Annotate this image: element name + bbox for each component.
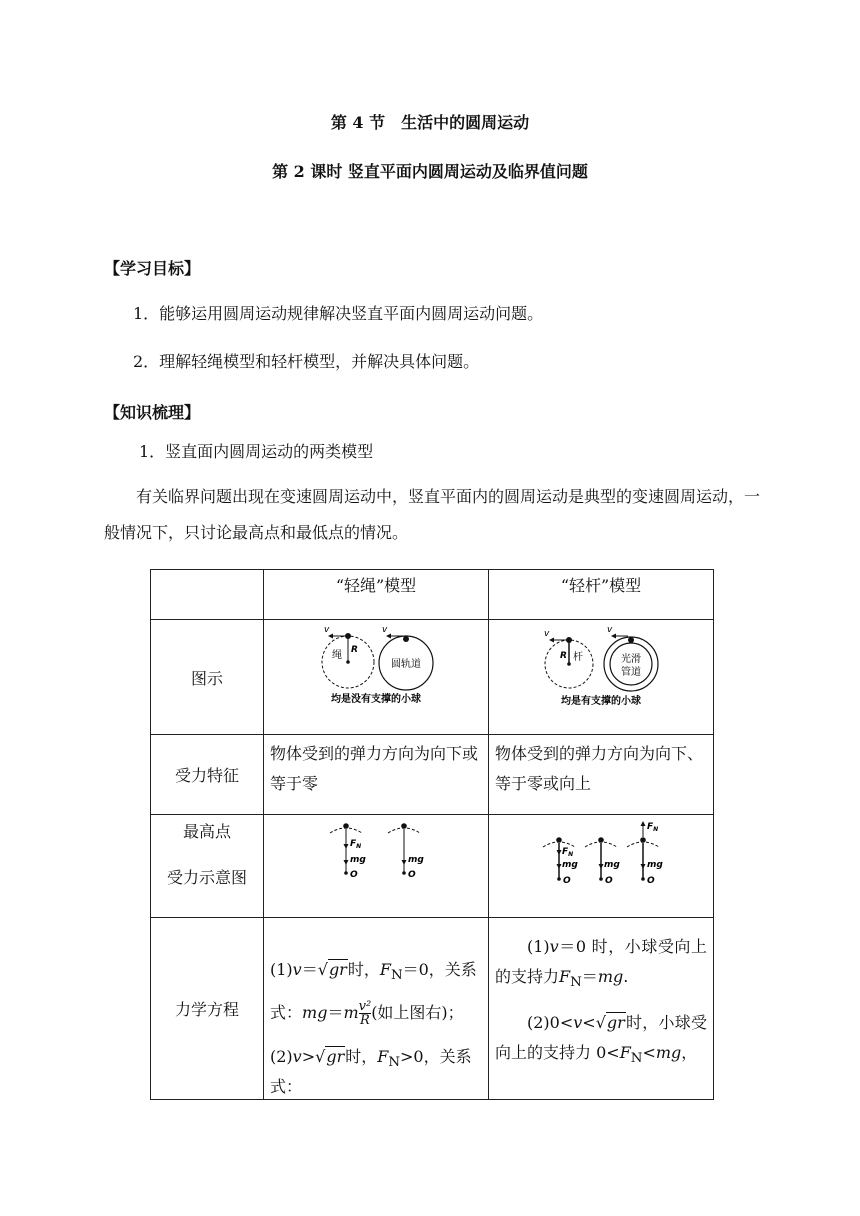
rod-diagram-cell (489, 620, 714, 735)
objective-item: 2．理解轻绳模型和轻杆模型，并解决具体问题。 (133, 352, 480, 371)
rod-top-fn-sub-3: N (653, 826, 659, 833)
rod-eq-fn-sub: N (570, 975, 582, 991)
table-row-top-point (151, 815, 714, 918)
knowledge-intro: 有关临界问题出现在变速圆周运动中，竖直平面内的圆周运动是典型的变速圆周运动，一般情况下，只讨论最高点和最低点的情况。 (104, 487, 761, 542)
rod-ball (566, 637, 572, 643)
table-header-rod: “轻杆”模型 (489, 570, 714, 620)
rod-eq-para-2 (495, 1008, 707, 1074)
rod-eq-v: v (549, 937, 559, 956)
rod-caption: 均是有支撑的小球 (561, 696, 641, 707)
rope-diagram-cell (264, 620, 489, 735)
rope-eq-sqrt: gr (326, 1047, 345, 1067)
objectives-heading: 【学习目标】 (104, 259, 201, 278)
rope-top-fn-arrow (344, 844, 349, 849)
rope-eq-line-1 (270, 958, 482, 988)
rod-top-mg-arrow-2 (599, 864, 604, 869)
rod-top-force-diagram (489, 815, 713, 913)
rope-eq-mg: mg (302, 1003, 328, 1023)
row-label-top-1: 最高点 (182, 822, 231, 841)
rod-eq-text: ＝0 时，小球受向上的支持力 (495, 937, 707, 986)
rod-eq-text: . (623, 967, 629, 986)
rod-top-fn-arrow-down (557, 850, 562, 855)
rod-top-ball-2 (598, 837, 604, 843)
rod-top-o-2 (599, 877, 603, 881)
rope-model-diagram (264, 620, 488, 730)
rope-eq-text: 时， (347, 960, 380, 979)
rod-top-fn-f-3: F (647, 822, 654, 832)
rope-top-fn-label (350, 839, 361, 850)
rope-eq-sqrt: gr (328, 960, 347, 979)
sqrt-icon: √ (317, 960, 328, 979)
rod-force-text: 物体受到的弹力方向为向下、等于零或向上 (489, 735, 714, 815)
table-header-rope: “轻绳”模型 (264, 570, 489, 620)
rope-top-mg-label-2: mg (408, 855, 424, 865)
rod-top-o-label-3: O (647, 876, 655, 886)
rod-eq-text: ， (681, 1043, 698, 1063)
row-label-top-point (151, 815, 264, 918)
rod-top-fn-label-1 (562, 847, 573, 858)
row-label-equation: 力学方程 (151, 918, 264, 1100)
rope-top-o-label-1: O (350, 870, 358, 880)
rod-top-o-label-1: O (563, 876, 571, 886)
rope-eq-text: 式： (270, 1003, 303, 1023)
rope-eq-fn-sub: N (390, 968, 403, 984)
rope-eq-fraction (359, 1000, 372, 1027)
rope-ball (345, 633, 351, 639)
rod-eq-text: < (642, 1043, 656, 1063)
rod-v-label: v (544, 629, 550, 639)
row-label-force: 受力特征 (151, 735, 264, 815)
tube-text-label-2: 管道 (621, 667, 641, 678)
rod-eq-sqrt: gr (606, 1013, 625, 1033)
rod-top-fn-arrow-up (641, 821, 646, 826)
rod-top-o-label-2: O (605, 876, 613, 886)
rope-eq-text: (如上图右)； (371, 1003, 464, 1023)
rod-eq-para-1 (495, 932, 707, 998)
rod-eq-mg: mg (655, 1043, 682, 1063)
rod-arrowhead (549, 638, 554, 643)
rod-top-ball-1 (556, 837, 562, 843)
rod-top-mg-arrow-3 (641, 864, 646, 869)
track-text-label: 圆轨道 (391, 659, 421, 670)
rope-center (346, 660, 350, 664)
rope-eq-text: >0，关系式： (270, 1047, 472, 1097)
rod-top-mg-label-1: mg (562, 860, 578, 870)
rope-top-mg-arrow-1 (344, 860, 349, 865)
rope-eq-v: v (292, 1047, 302, 1067)
rope-top-o-2 (402, 871, 406, 875)
rod-eq-mg: mg (597, 967, 624, 986)
rope-top-ball-1 (343, 823, 349, 829)
rod-r-label: R (560, 651, 567, 661)
rope-eq-m: m (343, 1003, 359, 1023)
rope-top-cell (264, 815, 489, 918)
rope-top-o-1 (344, 871, 348, 875)
table-header-empty (151, 570, 264, 620)
rope-eq-line-2 (270, 1000, 482, 1027)
track-v-label: v (382, 625, 388, 635)
rope-top-fn-sub: N (356, 843, 362, 850)
rod-top-fn-label-3 (647, 822, 658, 833)
track-ball (403, 636, 409, 642)
tube-v-label: v (607, 625, 613, 635)
rod-model-diagram (489, 620, 713, 730)
rope-eq-numerator: v² (358, 999, 372, 1015)
rod-top-o-1 (557, 877, 561, 881)
rope-eq-denominator: R (360, 1013, 370, 1029)
table-header-row (151, 570, 714, 620)
rope-eq-text: ＝ (327, 1003, 344, 1023)
rope-equation-cell (264, 918, 489, 1100)
rope-eq-text: (1) (270, 960, 293, 979)
section-title: 第 4 节 生活中的圆周运动 (330, 113, 530, 132)
rod-eq-fn: F (619, 1043, 631, 1063)
models-table (150, 569, 714, 1100)
tube-text-label-1: 光滑 (621, 654, 641, 665)
rod-equation-cell (489, 918, 714, 1100)
knowledge-heading: 【知识梳理】 (104, 403, 201, 422)
rod-top-mg-label-3: mg (647, 860, 663, 870)
rope-v-label: v (324, 625, 330, 635)
rope-top-o-label-2: O (408, 870, 416, 880)
table-row-diagram (151, 620, 714, 735)
rope-force-text: 物体受到的弹力方向为向下或等于零 (264, 735, 489, 815)
tube-ball (628, 637, 634, 643)
rope-top-mg-arrow-2 (402, 860, 407, 865)
rope-eq-fn: F (379, 960, 391, 979)
rope-eq-line-3 (270, 1045, 482, 1099)
rod-eq-text: (1) (527, 937, 550, 956)
row-label-top-2: 受力示意图 (166, 868, 247, 887)
rope-eq-text: (2) (270, 1047, 293, 1067)
rope-eq-fn-sub: N (388, 1055, 401, 1071)
rope-eq-v: v (292, 960, 302, 979)
rod-eq-fn: F (559, 967, 571, 986)
rope-eq-text: ＝0，关系 (402, 960, 477, 979)
sqrt-icon: √ (315, 1047, 326, 1067)
sqrt-icon: √ (595, 1013, 606, 1033)
rod-eq-text: (2)0< (527, 1013, 574, 1033)
rod-text-label: 杆 (573, 652, 583, 663)
rod-top-mg-label-2: mg (604, 860, 620, 870)
rope-top-fn-f: F (350, 839, 357, 849)
rope-eq-text: > (301, 1047, 316, 1067)
lesson-subtitle: 第 2 课时 竖直平面内圆周运动及临界值问题 (272, 162, 588, 181)
knowledge-point: 1．竖直面内圆周运动的两类模型 (139, 442, 374, 461)
row-label-diagram: 图示 (151, 620, 264, 735)
rod-eq-v: v (573, 1013, 583, 1033)
rod-center (567, 662, 571, 666)
rope-r-label: R (351, 645, 358, 655)
rope-text-label: 绳 (332, 650, 342, 661)
rod-top-ball-3 (640, 837, 646, 843)
rod-top-cell (489, 815, 714, 918)
rod-top-fn-sub-1: N (568, 851, 574, 858)
rod-eq-text: ＝ (581, 967, 598, 986)
rope-eq-text: 时， (345, 1047, 378, 1067)
rope-top-force-diagram (264, 815, 488, 913)
rope-eq-text: ＝ (301, 960, 318, 979)
table-row-equation (151, 918, 714, 1100)
rod-top-mg-arrow-1 (557, 864, 562, 869)
rope-top-ball-2 (401, 823, 407, 829)
rope-caption: 均是没有支撑的小球 (331, 694, 421, 705)
rope-eq-fn: F (377, 1047, 389, 1067)
rod-eq-fn-sub: N (630, 1051, 643, 1067)
rod-top-o-3 (641, 877, 645, 881)
objective-item: 1．能够运用圆周运动规律解决竖直平面内圆周运动问题。 (133, 304, 544, 323)
table-row-force (151, 735, 714, 815)
rod-top-fn-f-1: F (562, 847, 569, 857)
rod-eq-text: < (582, 1013, 596, 1033)
rod-eq-text: 时，小球受向上的支持力 0< (495, 1013, 707, 1063)
rope-top-mg-label-1: mg (350, 855, 366, 865)
